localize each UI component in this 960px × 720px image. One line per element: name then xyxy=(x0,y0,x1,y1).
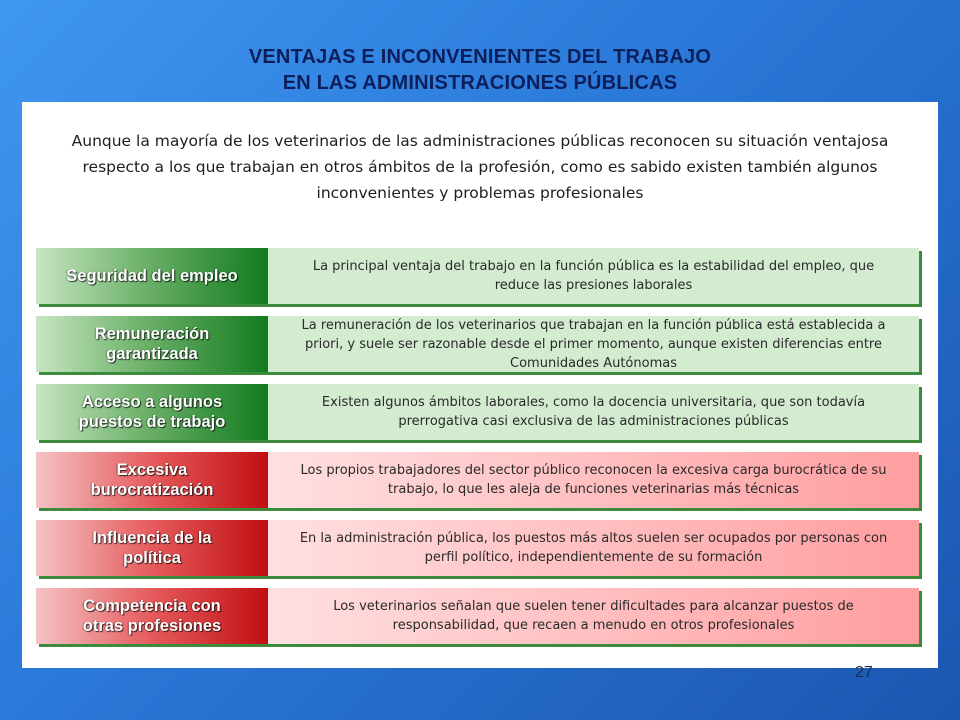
row-label: Remuneración garantizada xyxy=(36,316,268,372)
row-description: Los propios trabajadores del sector público reconocen la excesiva carga burocrática de su trabajo, lo que les aleja de funciones veterinarias más técnicas xyxy=(268,452,919,508)
row-competencia-profesiones xyxy=(36,588,919,646)
row-acceso-puestos xyxy=(36,384,919,442)
row-influencia-politica xyxy=(36,520,919,578)
row-label: Acceso a algunos puestos de trabajo xyxy=(36,384,268,440)
row-label: Competencia con otras profesiones xyxy=(36,588,268,644)
intro-paragraph: Aunque la mayoría de los veterinarios de las administraciones públicas reconocen su situación ventajosa respecto a los que trabajan en otros ámbitos de la profesión, como es sabido existen también algunos inconvenientes y problemas profesionales xyxy=(71,132,889,202)
row-label: Excesiva burocratización xyxy=(36,452,268,508)
row-remuneracion-garantizada xyxy=(36,316,919,374)
title-line-2: EN LAS ADMINISTRACIONES PÚBLICAS xyxy=(282,72,678,94)
row-label: Seguridad del empleo xyxy=(36,248,268,304)
title-line-1: VENTAJAS E INCONVENIENTES DEL TRABAJO xyxy=(248,46,712,68)
row-description: Existen algunos ámbitos laborales, como la docencia universitaria, que son todavía prerrogativa casi exclusiva de las administraciones públicas xyxy=(268,384,919,440)
slide-title xyxy=(0,44,960,96)
row-description: En la administración pública, los puestos más altos suelen ser ocupados por personas con perfil político, independientemente de su formación xyxy=(268,520,919,576)
row-seguridad-del-empleo xyxy=(36,248,919,306)
row-description: La principal ventaja del trabajo en la función pública es la estabilidad del empleo, que reduce las presiones laborales xyxy=(268,248,919,304)
row-excesiva-burocratizacion xyxy=(36,452,919,510)
row-description: La remuneración de los veterinarios que trabajan en la función pública está establecida a priori, y suele ser razonable desde el primer momento, aunque existen diferencias entre Comunidades Autónomas xyxy=(268,316,919,372)
row-label: Influencia de la política xyxy=(36,520,268,576)
page-number: 27 xyxy=(855,664,873,681)
row-description: Los veterinarios señalan que suelen tener dificultades para alcanzar puestos de responsabilidad, que recaen a menudo en otros profesionales xyxy=(268,588,919,644)
